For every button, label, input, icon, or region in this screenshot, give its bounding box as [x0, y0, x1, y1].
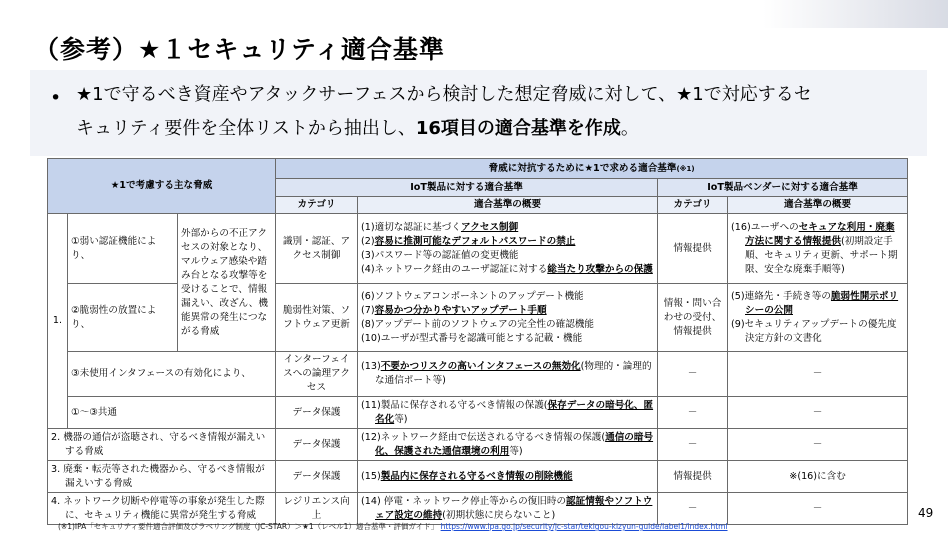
header-decoration	[763, 0, 948, 28]
criteria-item-13: (13)不要かつリスクの高いインタフェースの無効化(物理的・論理的な通信ポート等)	[361, 361, 652, 386]
summary-line2-pre: キュリティ要件を全体リストから抽出し、	[76, 118, 416, 139]
criteria-item-14: (14) 停電・ネットワーク停止等からの復旧時の認証情報やソフトウェア設定の維持(初期状態に戻らないこと)	[361, 495, 653, 521]
row3-item	[358, 461, 658, 493]
row1-item4	[358, 397, 658, 429]
summary-line2-post: 。	[620, 118, 639, 139]
row1-cause2: ②脆弱性の放置により、	[68, 284, 178, 352]
summary-line2-bold: 16項目の適合基準を作成	[415, 118, 621, 139]
criteria-item-3: (3)パスワード等の認証値の変更機能	[361, 249, 519, 261]
criteria-item-6: (6)ソフトウェアコンポーネントのアップデート機能	[361, 290, 584, 302]
header-overview-vendor: 適合基準の概要	[728, 197, 908, 214]
criteria-item-2: (2)容易に推測可能なデフォルトパスワードの禁止	[361, 235, 576, 247]
row4-threat: 4. ネットワーク切断や停電等の事象が発生した際に、セキュリティ機能に異常が発生する脅威	[48, 493, 276, 525]
criteria-item-9: (9)セキュリティアップデートの優先度決定方針の文書化	[731, 318, 897, 344]
page-number: 49	[918, 506, 934, 520]
row2-threat: 2. 機器の通信が盗聴され、守るべき情報が漏えいする脅威	[48, 429, 276, 461]
row1-items2	[358, 284, 658, 352]
header-category-vendor: カテゴリ	[658, 197, 728, 214]
row1-vendor-category4: －	[658, 397, 728, 429]
row1-category3: インターフェイスへの論理アクセス	[276, 352, 358, 397]
row3-category: データ保護	[276, 461, 358, 493]
criteria-item-12: (12)ネットワーク経由で伝送される守るべき情報の保護(通信の暗号化、保護された通信環境の利用等)	[361, 431, 654, 457]
row4-category: レジリエンス向上	[276, 493, 358, 525]
summary-line1: ★1で守るべき資産やアタックサーフェスから検討した想定脅威に対して、★1で対応するセ	[76, 84, 812, 105]
row2-item	[358, 429, 658, 461]
footnote-link[interactable]: https://www.ipa.go.jp/security/jc-star/tekigou-kizyun-guide/label1/index.html	[440, 522, 728, 531]
row4-vendor-category: －	[658, 493, 728, 525]
page-title: （参考）★１セキュリティ適合基準	[34, 35, 445, 64]
bullet-marker: •	[50, 87, 62, 109]
row1-category4: データ保護	[276, 397, 358, 429]
row2-vendor-category: －	[658, 429, 728, 461]
row1-vendor-items2	[728, 284, 908, 352]
row4-vendor-item: －	[728, 493, 908, 525]
row1-vendor-item1	[728, 214, 908, 284]
row1-vendor-item3: －	[728, 352, 908, 397]
row2-category: データ保護	[276, 429, 358, 461]
header-iot-vendor: IoT製品ベンダーに対する適合基準	[658, 179, 908, 197]
row1-vendor-item4: －	[728, 397, 908, 429]
row1-item3	[358, 352, 658, 397]
criteria-item-8: (8)アップデート前のソフトウェアの完全性の確認機能	[361, 318, 595, 330]
row1-category2: 脆弱性対策、ソフトウェア更新	[276, 284, 358, 352]
criteria-item-7: (7)容易かつ分かりやすいアップデート手順	[361, 304, 547, 316]
row1-effect: 外部からの不正アクセスの対象となり、マルウェア感染や踏み台となる攻撃等を受けることで、情報漏えい、改ざん、機能異常の発生につながる脅威	[178, 214, 276, 352]
criteria-item-15: (15)製品内に保存される守るべき情報の削除機能	[361, 470, 573, 482]
summary-box	[30, 70, 927, 156]
row3-vendor-item: ※(16)に含む	[728, 461, 908, 493]
row1-cause4: ①～③共通	[68, 397, 276, 429]
header-threats: ★1で考慮する主な脅威	[48, 159, 276, 214]
row1-cause1: ①弱い認証機能により、	[68, 214, 178, 284]
row1-vendor-category1: 情報提供	[658, 214, 728, 284]
criteria-item-16: (16)ユーザへのセキュアな利用・廃棄方法に関する情報提供(初期設定手順、セキュリティ更新、サポート期限、安全な廃棄手順等)	[731, 221, 898, 275]
header-overview-product: 適合基準の概要	[358, 197, 658, 214]
criteria-item-10: (10)ユーザが型式番号を認識可能とする記載・機能	[361, 332, 583, 344]
header-category-product: カテゴリ	[276, 197, 358, 214]
footnote-text: (※1)IPA「セキュリティ要件適合評価及びラベリング制度（JC-STAR）＞★1（レベル1）適合基準・評価ガイド」	[58, 522, 439, 531]
criteria-item-1: (1)適切な認証に基づくアクセス制御	[361, 221, 519, 233]
criteria-table	[47, 158, 908, 525]
row1-items1	[358, 214, 658, 284]
header-criteria-note: (※1)	[676, 164, 695, 173]
criteria-item-4: (4)ネットワーク経由のユーザ認証に対する総当たり攻撃からの保護	[361, 263, 653, 275]
header-criteria-label: 脅威に対抗するために★1で求める適合基準	[488, 162, 677, 174]
header-criteria	[276, 159, 908, 179]
row1-number: 1.	[48, 214, 68, 429]
row2-vendor-item: －	[728, 429, 908, 461]
row4-item	[358, 493, 658, 525]
criteria-item-5: (5)連絡先・手続き等の脆弱性開示ポリシーの公開	[731, 290, 899, 316]
row3-vendor-category: 情報提供	[658, 461, 728, 493]
header-iot-product: IoT製品に対する適合基準	[276, 179, 658, 197]
summary-text	[76, 78, 916, 146]
row3-threat: 3. 廃棄・転売等された機器から、守るべき情報が漏えいする脅威	[48, 461, 276, 493]
footnote	[58, 521, 728, 532]
criteria-item-11: (11)製品に保存される守るべき情報の保護(保存データの暗号化、匿名化等)	[361, 399, 654, 425]
row1-cause3: ③未使用インタフェースの有効化により、	[68, 352, 276, 397]
row1-vendor-category2: 情報・問い合わせの受付、情報提供	[658, 284, 728, 352]
row1-vendor-category3: －	[658, 352, 728, 397]
row1-category1: 識別・認証、アクセス制御	[276, 214, 358, 284]
